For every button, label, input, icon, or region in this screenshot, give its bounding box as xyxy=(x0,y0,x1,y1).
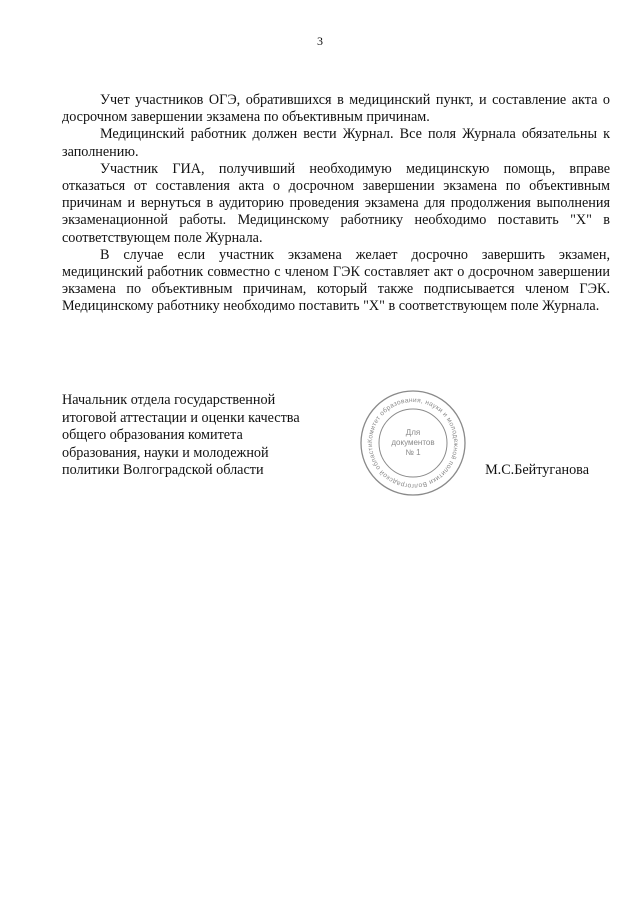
page-number: 3 xyxy=(317,34,323,48)
signer-title-line: образования, науки и молодежной xyxy=(62,444,269,461)
paragraph-2: Медицинский работник должен вести Журнал. Все поля Журнала обязательны к заполнению. xyxy=(62,126,610,160)
paragraph-4: В случае если участник экзамена желает досрочно завершить экзамен, медицинский работник совместно с членом ГЭК составляет акт о досрочном завершении экзамена по объективным причинам, который также подписывается членом ГЭК. Медицинскому работнику необходимо поставить "X" в соответствующем поле Журнала. xyxy=(62,246,610,315)
stamp-center-line-3: № 1 xyxy=(405,448,421,457)
signer-title xyxy=(62,392,352,480)
signature-block xyxy=(62,392,622,502)
paragraph-3: Участник ГИА, получивший необходимую медицинскую помощь, вправе отказаться от составления акта о досрочном завершении экзамена по объективным причинам и вернуться в аудиторию проведения экзамена для продолжения выполнения экзаменационной работы. Медицинскому работнику необходимо поставить "X" в соответствующем поле Журнала. xyxy=(62,160,610,246)
document-body xyxy=(62,92,610,316)
stamp-center-line-2: документов xyxy=(391,438,435,447)
signer-title-line: Начальник отдела государственной xyxy=(62,392,276,408)
signer-title-line: итоговой аттестации и оценки качества xyxy=(62,409,300,426)
signer-name: М.С.Бейтуганова xyxy=(485,462,589,478)
stamp-ring-textpath: Комитет образования, науки и молодежной политики Волгоградской области xyxy=(366,396,460,490)
signer-title-line: политики Волгоградской области xyxy=(62,462,264,479)
official-stamp xyxy=(358,388,468,498)
signer-title-line: общего образования комитета xyxy=(62,427,243,444)
paragraph-1: Учет участников ОГЭ, обратившихся в медицинский пункт, и составление акта о досрочном завершении экзамена по объективным причинам. xyxy=(62,92,610,126)
stamp-center-line-1: Для xyxy=(405,428,421,437)
